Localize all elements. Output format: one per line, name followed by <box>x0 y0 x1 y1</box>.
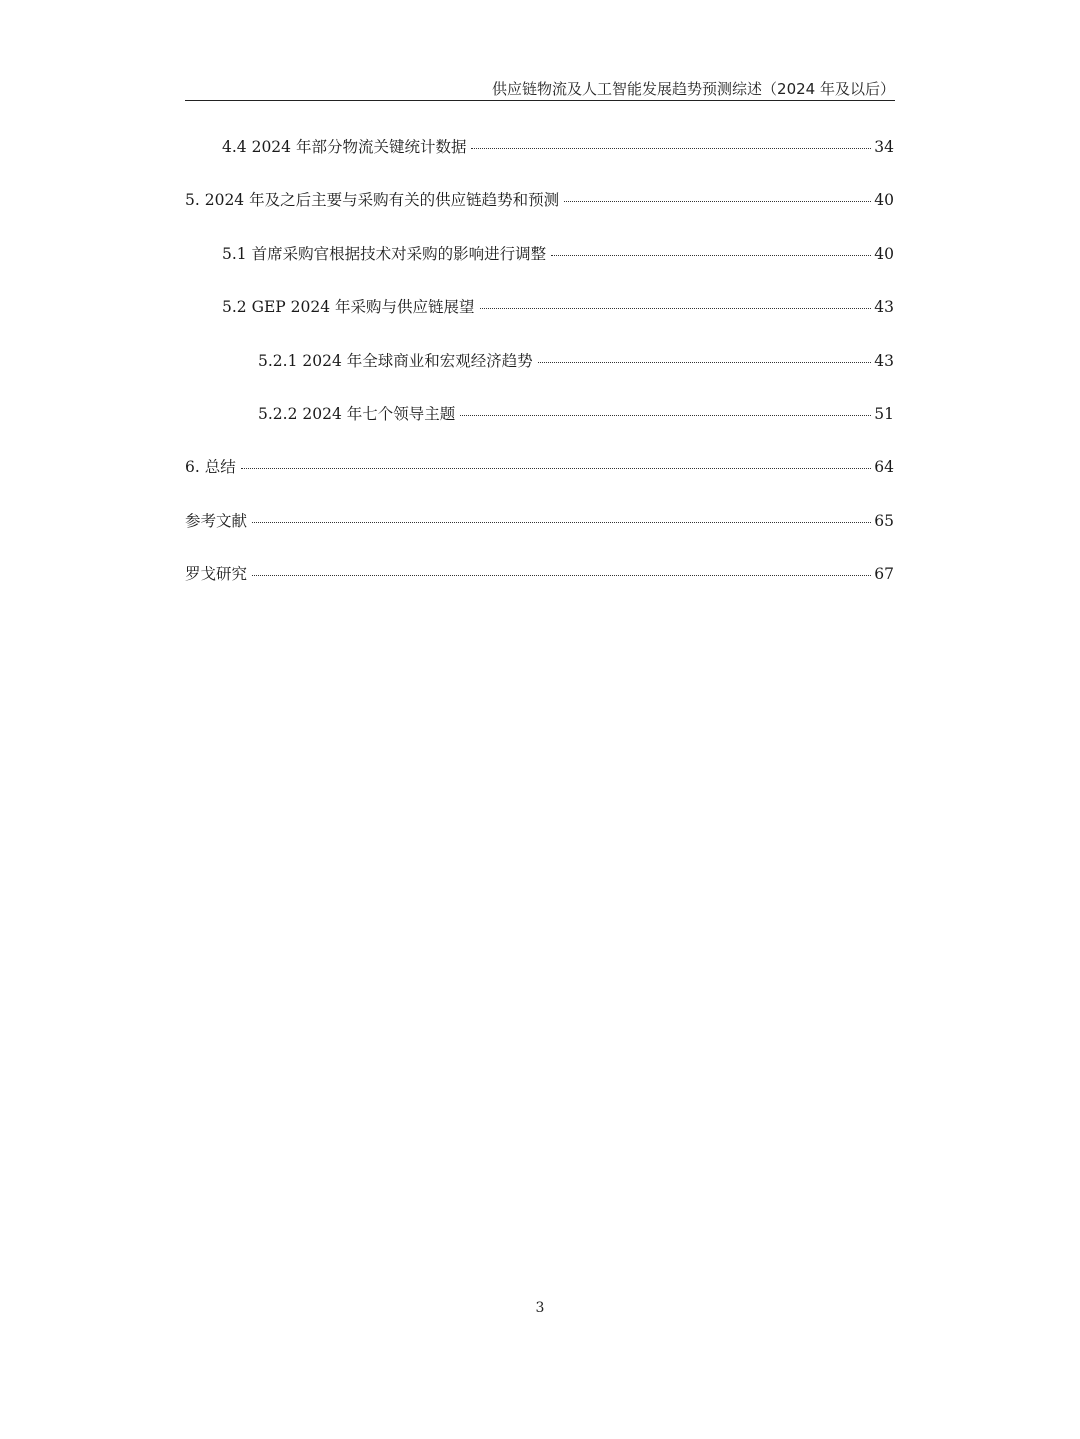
toc-entry-page: 64 <box>874 458 894 477</box>
toc-entry-title: 参考文献 <box>185 511 248 530</box>
toc-dot-leader <box>252 522 871 523</box>
toc-entry-page: 34 <box>874 138 894 156</box>
toc-entry-title: 5.2 GEP 2024 年采购与供应链展望 <box>222 298 475 317</box>
table-of-contents <box>185 135 894 616</box>
toc-entry[interactable] <box>185 135 894 188</box>
toc-entry-page: 43 <box>874 298 894 317</box>
toc-entry[interactable] <box>185 455 894 508</box>
toc-entry-title: 5.2.2 2024 年七个领导主题 <box>258 404 456 423</box>
toc-entry-title: 5. 2024 年及之后主要与采购有关的供应链趋势和预测 <box>185 191 560 210</box>
toc-entry-title: 6. 总结 <box>185 458 236 477</box>
toc-entry-title: 罗戈研究 <box>185 565 248 584</box>
toc-entry[interactable] <box>185 349 894 402</box>
toc-entry-page: 67 <box>874 565 894 584</box>
toc-entry-page: 65 <box>874 511 894 530</box>
toc-entry[interactable] <box>185 562 894 615</box>
toc-entry-page: 51 <box>874 404 894 423</box>
toc-dot-leader <box>241 468 872 469</box>
toc-dot-leader <box>551 255 871 256</box>
toc-dot-leader <box>538 362 872 363</box>
toc-entry[interactable] <box>185 295 894 348</box>
toc-entry[interactable] <box>185 242 894 295</box>
toc-entry-title: 5.2.1 2024 年全球商业和宏观经济趋势 <box>258 351 533 370</box>
toc-entry[interactable] <box>185 402 894 455</box>
page-number: 3 <box>535 1300 545 1316</box>
toc-entry-page: 43 <box>874 351 894 370</box>
header-rule <box>185 100 895 101</box>
toc-entry-title: 5.1 首席采购官根据技术对采购的影响进行调整 <box>222 244 547 263</box>
toc-dot-leader <box>460 415 871 416</box>
running-header: 供应链物流及人工智能发展趋势预测综述（2024 年及以后） <box>492 80 895 98</box>
toc-dot-leader <box>252 575 871 576</box>
toc-entry[interactable] <box>185 188 894 241</box>
toc-entry-page: 40 <box>874 244 894 263</box>
toc-dot-leader <box>471 148 871 149</box>
toc-dot-leader <box>564 201 871 202</box>
toc-entry-title: 4.4 2024 年部分物流关键统计数据 <box>222 138 467 156</box>
toc-entry-page: 40 <box>874 191 894 210</box>
toc-entry[interactable] <box>185 509 894 562</box>
toc-dot-leader <box>480 308 872 309</box>
